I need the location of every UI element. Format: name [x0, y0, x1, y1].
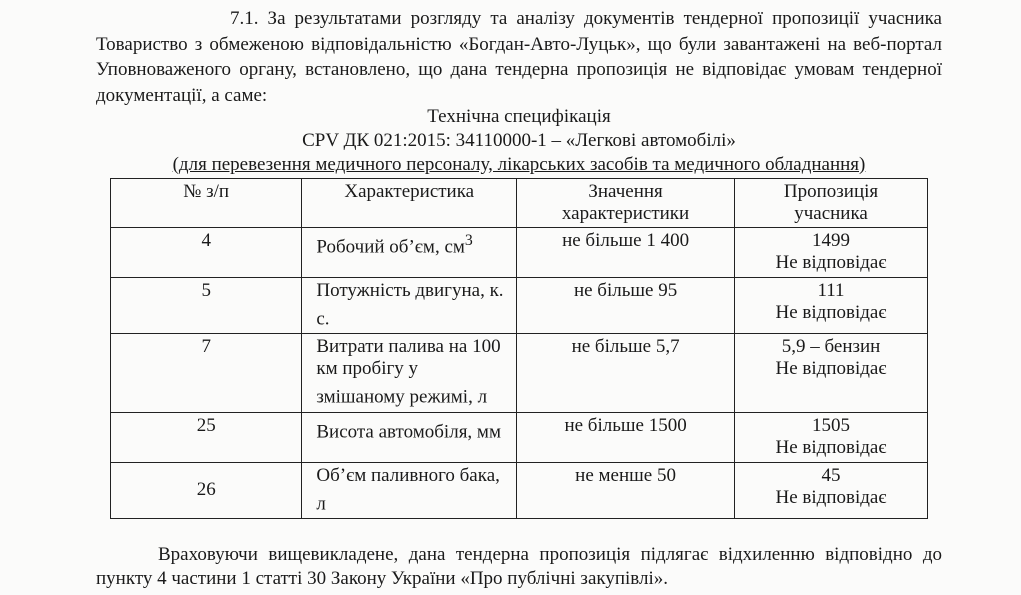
characteristic-text: Об’єм паливного бака, л — [316, 464, 500, 514]
spec-title: Технічна специфікація — [427, 106, 611, 127]
cpv-line: CPV ДК 021:2015: 34110000-1 – «Легкові автомобілі» — [302, 130, 736, 151]
row-number: 26 — [111, 462, 302, 518]
characteristic-text: Потужність двигуна, к. с. — [316, 280, 504, 330]
row-value: не більше 95 — [517, 278, 735, 334]
header-offer: Пропозиція учасника — [735, 179, 928, 228]
row-offer — [735, 228, 928, 278]
table-row — [111, 278, 928, 334]
table-header-row — [111, 179, 928, 228]
header-value: Значення характеристики — [517, 179, 735, 228]
offer-value: 45 — [821, 464, 841, 486]
offer-status: Не відповідає — [775, 486, 887, 508]
offer-status: Не відповідає — [775, 436, 887, 458]
row-characteristic — [302, 228, 517, 278]
row-characteristic — [302, 278, 517, 334]
row-offer — [735, 462, 928, 518]
row-offer — [735, 412, 928, 462]
characteristic-text: Висота автомобіля, мм — [316, 420, 501, 442]
conclusion-paragraph: Враховуючи вищевикладене, дана тендерна пропозиція підлягає відхиленню відповідно до пункту 4 частини 1 статті 30 Закону України «Про публічні закупівлі». — [96, 544, 942, 589]
table-row — [111, 412, 928, 462]
superscript: 3 — [464, 232, 473, 249]
row-characteristic — [302, 462, 517, 518]
offer-value: 1499 — [812, 230, 851, 251]
row-offer — [735, 334, 928, 412]
offer-status: Не відповідає — [775, 302, 887, 323]
characteristic-text: Витрати палива на 100 км пробігу у змішаному режимі, л — [316, 336, 501, 408]
header-characteristic: Характеристика — [302, 179, 517, 228]
offer-value: 111 — [817, 280, 845, 301]
row-characteristic — [302, 334, 517, 412]
row-characteristic — [302, 412, 517, 462]
row-value: не більше 5,7 — [517, 334, 735, 412]
offer-status: Не відповідає — [775, 358, 887, 380]
characteristic-text: Робочий об’єм, см — [316, 236, 465, 258]
row-number: 4 — [111, 228, 302, 278]
row-value: не більше 1500 — [517, 412, 735, 462]
row-value: не менше 50 — [517, 462, 735, 518]
header-num: № з/п — [111, 179, 302, 228]
spec-table — [110, 178, 928, 519]
row-offer — [735, 278, 928, 334]
table-row — [111, 462, 928, 518]
table-row — [111, 228, 928, 278]
row-number: 25 — [111, 412, 302, 462]
spec-subtitle: (для перевезення медичного персоналу, лікарських засобів та медичного обладнання) — [172, 154, 866, 175]
offer-status: Не відповідає — [775, 252, 887, 273]
intro-paragraph: 7.1. За результатами розгляду та аналізу документів тендерної пропозиції учасника Товариство з обмеженою відповідальністю «Богдан-Авто-Луцьк», що були завантажені на веб-портал Уповноваженого органу, встановлено, що дана тендерна пропозиція не відповідає умовам тендерної документації, а саме: — [96, 8, 942, 106]
row-value: не більше 1 400 — [517, 228, 735, 278]
table-row — [111, 334, 928, 412]
row-number: 5 — [111, 278, 302, 334]
offer-value: 1505 — [812, 414, 851, 436]
offer-value: 5,9 – бензин — [781, 336, 881, 358]
row-number: 7 — [111, 334, 302, 412]
